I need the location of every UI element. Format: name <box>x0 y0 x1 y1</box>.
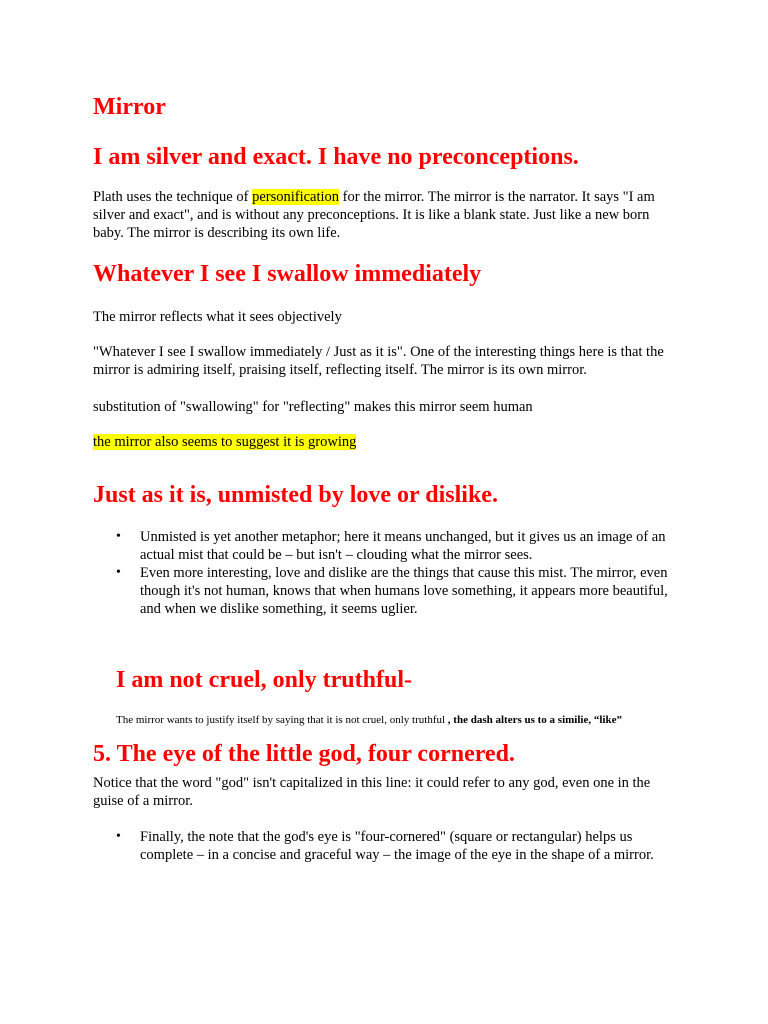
bullet-icon: • <box>116 565 121 580</box>
paragraph-bold-text: , the dash alters us to a similie, “like” <box>447 714 622 726</box>
list-item-text: Unmisted is yet another metaphor; here it means unchanged, but it gives us an image of an actual mist that could be – but isn't – clouding what the mirror sees. <box>140 529 666 563</box>
section-paragraph-reflects: The mirror reflects what it sees objectively <box>93 309 342 325</box>
list-item <box>116 564 686 618</box>
highlighted-term: personification <box>252 189 340 205</box>
section-paragraph-growing <box>93 433 683 451</box>
list-item-text: Even more interesting, love and dislike are the things that cause this mist. The mirror, even though it's not human, knows that when humans love something, it appears more beautiful, and when we dislike something, it seems uglier. <box>140 565 668 617</box>
section-heading-not-cruel: I am not cruel, only truthful- <box>116 667 412 693</box>
section-heading-silver-and-exact: I am silver and exact. I have no preconceptions. <box>93 144 579 170</box>
section-paragraph-substitution: substitution of "swallowing" for "reflecting" makes this mirror seem human <box>93 399 533 415</box>
section-paragraph-justify <box>116 714 706 727</box>
section-heading-swallow-immediately: Whatever I see I swallow immediately <box>93 261 482 287</box>
list-item <box>116 528 686 564</box>
section-paragraph-own-mirror: "Whatever I see I swallow immediately / Just as it is". One of the interesting things here is that the mirror is admiring itself, praising itself, reflecting itself. The mirror is its own mirror. <box>93 344 664 378</box>
list-item-text: Finally, the note that the god's eye is "four-cornered" (square or rectangular) helps us complete – in a concise and graceful way – the image of the eye in the shape of a mirror. <box>140 829 654 863</box>
section-paragraph-personification <box>93 188 683 242</box>
bullet-icon: • <box>116 829 121 844</box>
bullet-list-four-cornered <box>116 828 686 864</box>
paragraph-text: for the mirror. The mirror is the narrator. It says "I am silver and exact", and is without any preconceptions. It is like a blank state. Just like a new born baby. The mirror is describing its own life. <box>93 189 655 241</box>
bullet-icon: • <box>116 529 121 544</box>
list-item <box>116 828 686 864</box>
bullet-list-unmisted <box>116 528 686 618</box>
paragraph-text: The mirror wants to justify itself by saying that it is not cruel, only truthful <box>116 714 448 726</box>
section-paragraph-god-capitalized: Notice that the word "god" isn't capitalized in this line: it could refer to any god, even one in the guise of a mirror. <box>93 775 651 809</box>
page-title: Mirror <box>93 94 166 120</box>
highlighted-line: the mirror also seems to suggest it is growing <box>93 434 357 450</box>
section-heading-little-god: 5. The eye of the little god, four cornered. <box>93 741 515 767</box>
paragraph-text: Plath uses the technique of <box>93 189 253 205</box>
section-heading-unmisted: Just as it is, unmisted by love or dislike. <box>93 482 498 508</box>
